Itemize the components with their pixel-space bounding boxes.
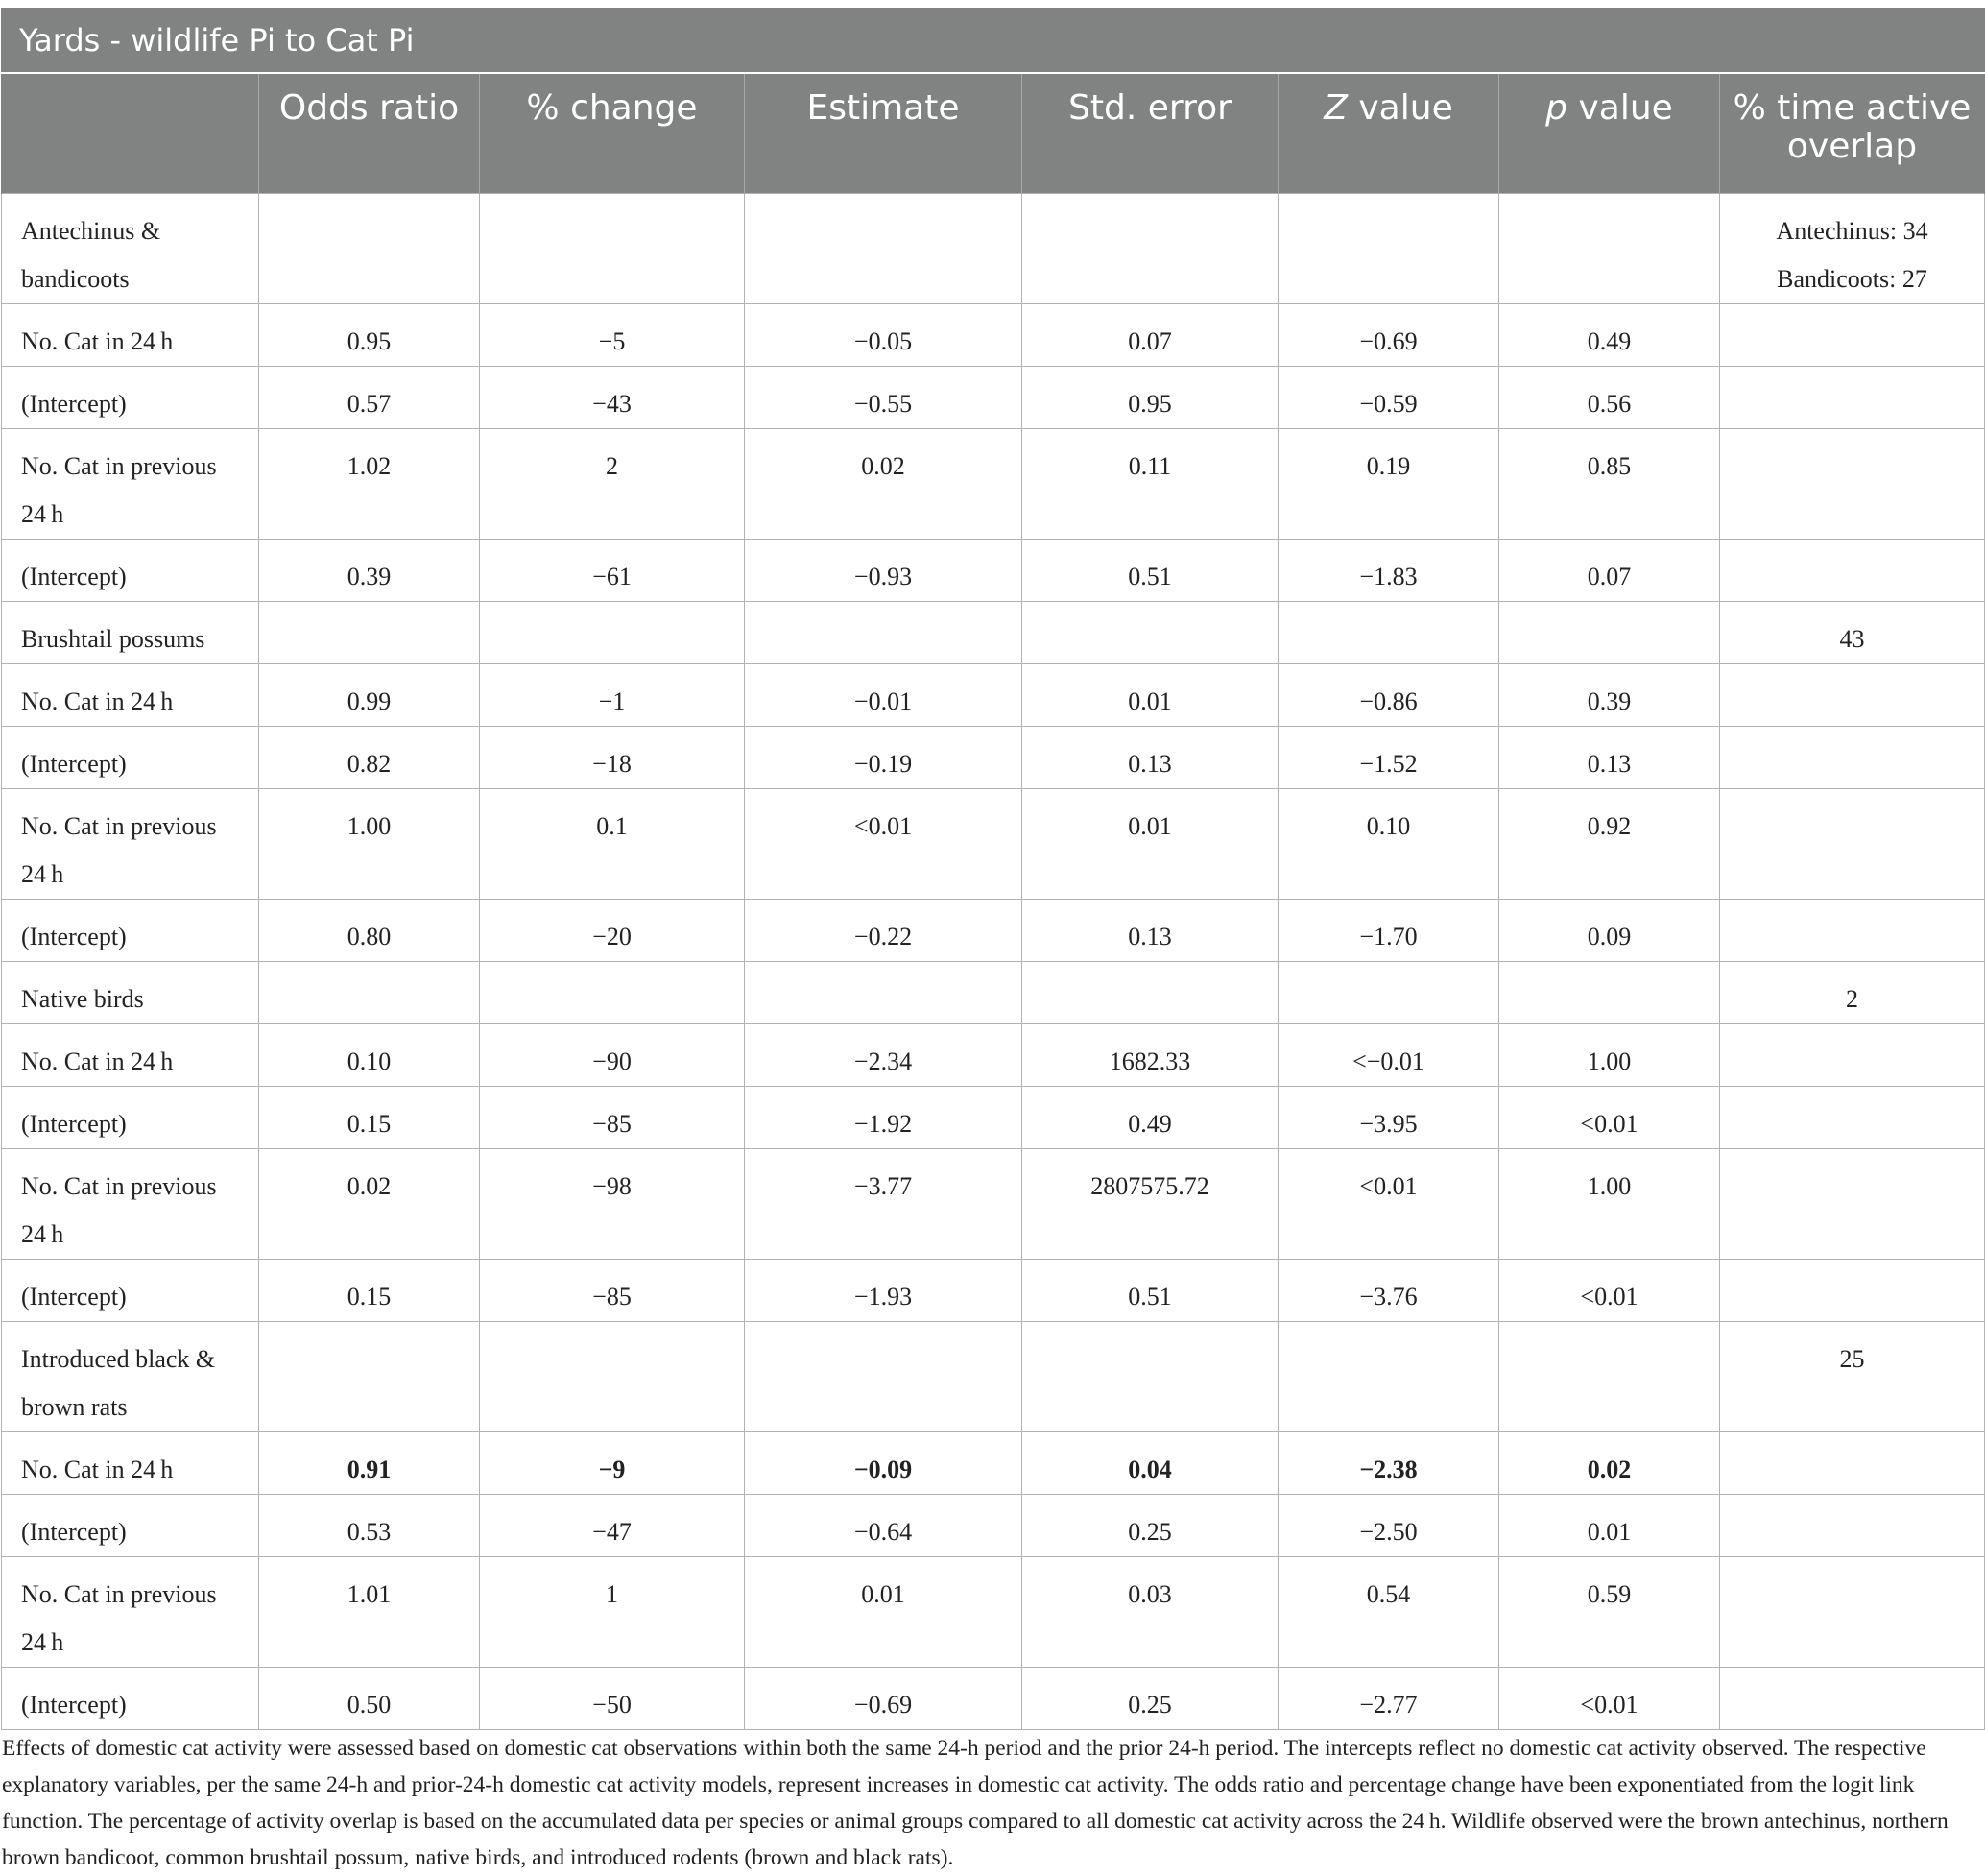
overlap-bandicoots: Bandicoots: 27 [1777,265,1927,293]
cell-pct-change: −43 [480,367,745,429]
row-label: No. Cat in previous 24 h [2,1149,259,1260]
header-std-error: Std. error [1022,73,1279,194]
cell-std-error: 1682.33 [1022,1024,1279,1087]
cell-p-value: 1.00 [1499,1024,1720,1087]
cell-z-value [1279,962,1499,1024]
cell-estimate [745,1322,1022,1432]
cell-p-value [1499,194,1720,304]
header-z-value [1279,73,1499,194]
table-title-row [2,9,1985,74]
cell-estimate: −2.34 [745,1024,1022,1087]
row-label: (Intercept) [2,900,259,962]
table-row-group-birds [2,962,1985,1024]
cell-z-value: 0.10 [1279,789,1499,900]
cell-p-value: 0.07 [1499,540,1720,602]
cell-z-value: −0.69 [1279,304,1499,367]
cell-z-value: 0.19 [1279,429,1499,540]
cell-overlap [1720,429,1985,540]
cell-std-error: 0.13 [1022,900,1279,962]
row-label: (Intercept) [2,367,259,429]
cell-overlap [1720,540,1985,602]
cell-p-value: 0.92 [1499,789,1720,900]
cell-std-error: 0.01 [1022,664,1279,727]
row-label: No. Cat in previous 24 h [2,1557,259,1668]
header-estimate: Estimate [745,73,1022,194]
cell-std-error: 0.25 [1022,1668,1279,1730]
table-footnote: Effects of domestic cat activity were assessed based on domestic cat observations within both the same 24-h period and the prior 24-h period. The intercepts reflect no domestic cat activity observed. The respective explanatory variables, per the same 24-h and prior-24-h domestic cat activity models, represent increases in domestic cat activity. The odds ratio and percentage change have been exponentiated from the logit link function. The percentage of activity overlap is based on the accumulated data per species or animal groups compared to all domestic cat activity across the 24 h. Wildlife observed were the brown antechinus, northern brown bandicoot, common brushtail possum, native birds, and introduced rodents (brown and black rats). [2,1735,1949,1870]
cell-pct-change: −90 [480,1024,745,1087]
cell-odds-ratio: 1.00 [259,789,480,900]
cell-overlap [1720,1495,1985,1557]
cell-p-value: <0.01 [1499,1087,1720,1149]
cell-z-value [1279,602,1499,664]
cell-odds-ratio [259,194,480,304]
cell-estimate: −1.92 [745,1087,1022,1149]
cell-odds-ratio [259,962,480,1024]
cell-estimate: −0.93 [745,540,1022,602]
row-label: (Intercept) [2,1668,259,1730]
header-odds-ratio: Odds ratio [259,73,480,194]
cell-z-value: −1.70 [1279,900,1499,962]
cell-std-error: 0.13 [1022,727,1279,789]
row-label: (Intercept) [2,540,259,602]
row-label: (Intercept) [2,727,259,789]
cell-z-value [1279,194,1499,304]
cell-estimate: −0.69 [745,1668,1022,1730]
cell-std-error: 0.49 [1022,1087,1279,1149]
cell-overlap: 2 [1720,962,1985,1024]
cell-std-error: 0.03 [1022,1557,1279,1668]
row-label: No. Cat in 24 h [2,304,259,367]
cell-pct-change [480,194,745,304]
cell-odds-ratio: 0.99 [259,664,480,727]
table-row [2,1024,1985,1087]
cell-z-value: −2.77 [1279,1668,1499,1730]
cell-odds-ratio [259,1322,480,1432]
cell-z-value: <−0.01 [1279,1024,1499,1087]
cell-z-value: <0.01 [1279,1149,1499,1260]
table-row [2,727,1985,789]
cell-std-error: 2807575.72 [1022,1149,1279,1260]
cell-estimate [745,962,1022,1024]
cell-odds-ratio: 0.15 [259,1260,480,1322]
cell-odds-ratio: 0.91 [259,1432,480,1495]
cell-estimate: −0.55 [745,367,1022,429]
cell-odds-ratio: 0.02 [259,1149,480,1260]
table-row [2,540,1985,602]
cell-z-value: −3.76 [1279,1260,1499,1322]
cell-p-value: 0.59 [1499,1557,1720,1668]
header-p-italic: p [1545,88,1568,128]
cell-odds-ratio: 0.95 [259,304,480,367]
row-label: No. Cat in previous 24 h [2,789,259,900]
table-row [2,664,1985,727]
row-label: Native birds [2,962,259,1024]
cell-pct-change: 0.1 [480,789,745,900]
cell-overlap [1720,1668,1985,1730]
cell-pct-change: −98 [480,1149,745,1260]
row-label: Introduced black & brown rats [2,1322,259,1432]
header-row [2,73,1985,194]
cell-p-value [1499,602,1720,664]
cell-pct-change: 1 [480,1557,745,1668]
table-row [2,1260,1985,1322]
cell-overlap: 43 [1720,602,1985,664]
cell-std-error [1022,602,1279,664]
header-overlap: % time active overlap [1720,73,1985,194]
row-label: Brushtail possums [2,602,259,664]
cell-z-value: −0.59 [1279,367,1499,429]
cell-estimate: −0.19 [745,727,1022,789]
cell-odds-ratio: 0.39 [259,540,480,602]
cell-std-error: 0.25 [1022,1495,1279,1557]
row-label: No. Cat in previous 24 h [2,429,259,540]
cell-std-error: 0.04 [1022,1432,1279,1495]
cell-z-value: −2.50 [1279,1495,1499,1557]
cell-std-error [1022,194,1279,304]
cell-p-value: 0.13 [1499,727,1720,789]
cell-p-value: <0.01 [1499,1260,1720,1322]
cell-z-value: −0.86 [1279,664,1499,727]
cell-overlap [1720,1432,1985,1495]
table-row [2,1668,1985,1730]
table-row [2,367,1985,429]
cell-overlap [1720,304,1985,367]
cell-odds-ratio: 0.80 [259,900,480,962]
cell-overlap [1720,789,1985,900]
cell-p-value: 0.01 [1499,1495,1720,1557]
table-row [2,900,1985,962]
cell-overlap [1720,727,1985,789]
row-label: No. Cat in 24 h [2,1432,259,1495]
table-row-significant [2,1432,1985,1495]
cell-p-value: 0.09 [1499,900,1720,962]
cell-p-value: 0.49 [1499,304,1720,367]
cell-p-value [1499,962,1720,1024]
results-table-container [0,8,1985,1730]
header-blank [2,73,259,194]
cell-p-value: 0.56 [1499,367,1720,429]
row-label: No. Cat in 24 h [2,1024,259,1087]
cell-odds-ratio: 0.10 [259,1024,480,1087]
table-row-group-rats [2,1322,1985,1432]
cell-p-value: 0.85 [1499,429,1720,540]
row-label: (Intercept) [2,1260,259,1322]
cell-p-value: <0.01 [1499,1668,1720,1730]
table-row [2,1087,1985,1149]
cell-overlap [1720,1557,1985,1668]
cell-z-value: −3.95 [1279,1087,1499,1149]
cell-estimate: 0.02 [745,429,1022,540]
cell-pct-change: −61 [480,540,745,602]
cell-estimate [745,194,1022,304]
cell-estimate: −0.09 [745,1432,1022,1495]
cell-pct-change [480,602,745,664]
cell-pct-change: −47 [480,1495,745,1557]
cell-overlap [1720,664,1985,727]
cell-pct-change: −85 [480,1087,745,1149]
cell-pct-change: −20 [480,900,745,962]
table-row-group-antechinus [2,194,1985,304]
cell-overlap [1720,1260,1985,1322]
cell-estimate [745,602,1022,664]
table-title: Yards - wildlife Pi to Cat Pi [2,9,1985,74]
cell-odds-ratio: 0.57 [259,367,480,429]
cell-pct-change: −18 [480,727,745,789]
header-pct-change: % change [480,73,745,194]
cell-z-value: −1.52 [1279,727,1499,789]
cell-overlap [1720,194,1985,304]
cell-z-value: 0.54 [1279,1557,1499,1668]
cell-overlap [1720,900,1985,962]
cell-estimate: −1.93 [745,1260,1022,1322]
cell-odds-ratio: 1.02 [259,429,480,540]
cell-p-value [1499,1322,1720,1432]
cell-std-error: 0.07 [1022,304,1279,367]
cell-odds-ratio: 0.53 [259,1495,480,1557]
cell-odds-ratio: 0.15 [259,1087,480,1149]
table-row [2,304,1985,367]
cell-odds-ratio: 1.01 [259,1557,480,1668]
cell-z-value: −2.38 [1279,1432,1499,1495]
cell-odds-ratio [259,602,480,664]
cell-pct-change [480,1322,745,1432]
cell-pct-change [480,962,745,1024]
table-row [2,429,1985,540]
cell-z-value [1279,1322,1499,1432]
table-row-group-possums [2,602,1985,664]
cell-estimate: <0.01 [745,789,1022,900]
cell-std-error: 0.51 [1022,1260,1279,1322]
cell-std-error: 0.51 [1022,540,1279,602]
cell-odds-ratio: 0.50 [259,1668,480,1730]
cell-std-error: 0.11 [1022,429,1279,540]
cell-pct-change: −50 [480,1668,745,1730]
cell-pct-change: −1 [480,664,745,727]
cell-z-value: −1.83 [1279,540,1499,602]
cell-pct-change: −9 [480,1432,745,1495]
cell-estimate: −3.77 [745,1149,1022,1260]
cell-estimate: −0.22 [745,900,1022,962]
cell-std-error: 0.95 [1022,367,1279,429]
row-label: Antechinus & bandicoots [2,194,259,304]
row-label: (Intercept) [2,1495,259,1557]
cell-pct-change: 2 [480,429,745,540]
cell-std-error [1022,1322,1279,1432]
header-p-value [1499,73,1720,194]
cell-estimate: 0.01 [745,1557,1022,1668]
header-z-rest: value [1347,88,1453,128]
row-label: No. Cat in 24 h [2,664,259,727]
cell-overlap [1720,367,1985,429]
table-row [2,1495,1985,1557]
header-p-rest: value [1567,88,1673,128]
overlap-antechinus: Antechinus: 34 [1776,217,1928,245]
cell-overlap [1720,1149,1985,1260]
cell-pct-change: −85 [480,1260,745,1322]
table-row [2,1149,1985,1260]
results-table [1,8,1985,1730]
cell-overlap: 25 [1720,1322,1985,1432]
table-row [2,1557,1985,1668]
table-row [2,789,1985,900]
cell-pct-change: −5 [480,304,745,367]
cell-overlap [1720,1024,1985,1087]
cell-p-value: 1.00 [1499,1149,1720,1260]
cell-estimate: −0.64 [745,1495,1022,1557]
header-z-italic: Z [1324,88,1348,128]
cell-estimate: −0.01 [745,664,1022,727]
cell-std-error [1022,962,1279,1024]
cell-p-value: 0.39 [1499,664,1720,727]
cell-odds-ratio: 0.82 [259,727,480,789]
cell-estimate: −0.05 [745,304,1022,367]
cell-overlap [1720,1087,1985,1149]
row-label: (Intercept) [2,1087,259,1149]
cell-p-value: 0.02 [1499,1432,1720,1495]
cell-std-error: 0.01 [1022,789,1279,900]
